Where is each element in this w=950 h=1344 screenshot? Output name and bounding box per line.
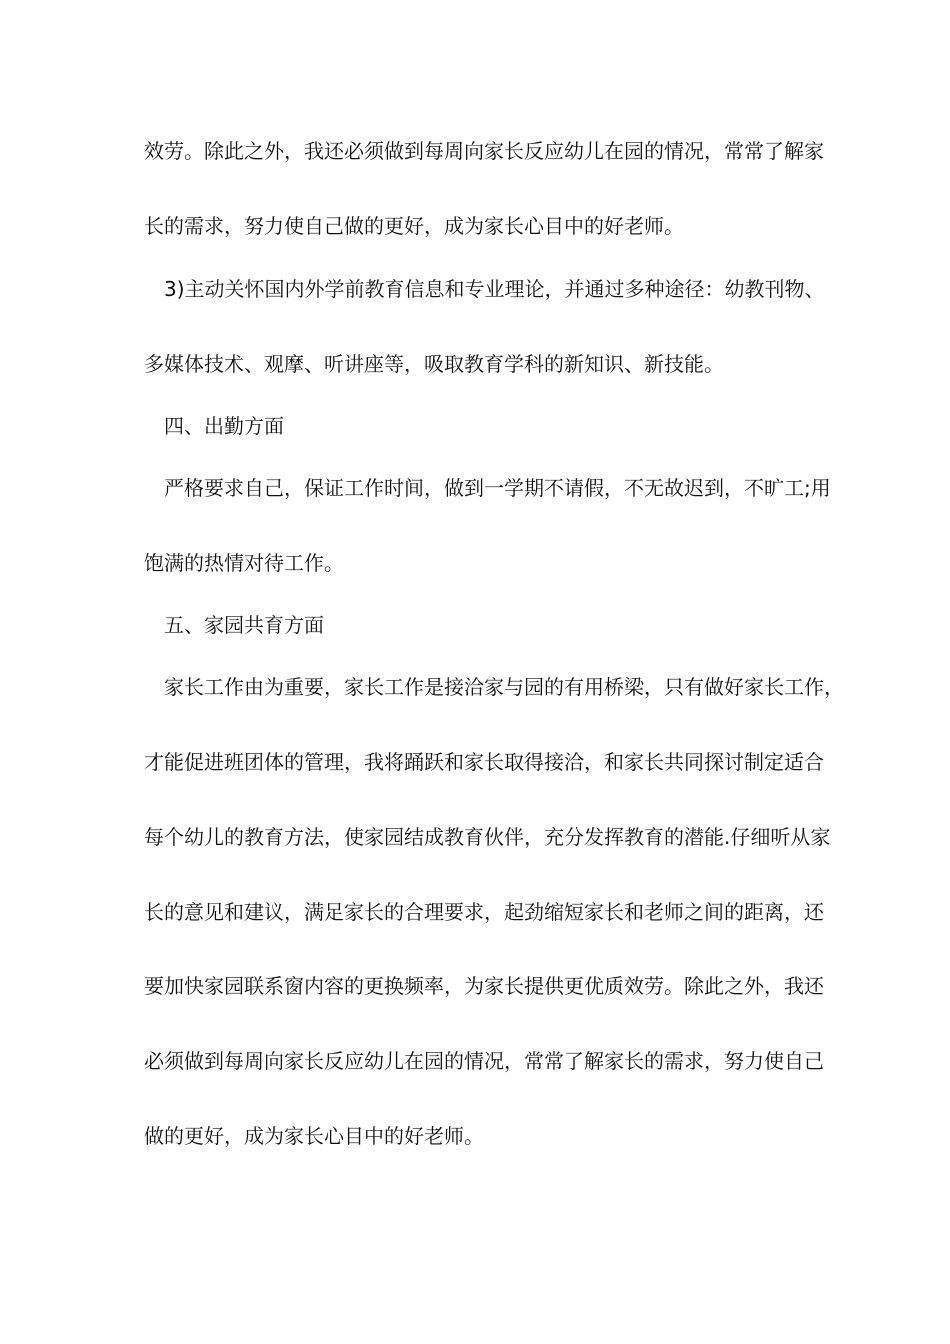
paragraph-line: 做的更好，成为家长心目中的好老师。 (144, 1124, 484, 1148)
section-heading-attendance: 四、出勤方面 (164, 414, 284, 438)
paragraph-line: 必须做到每周向家长反应幼儿在园的情况，常常了解家长的需求，努力使自己 (144, 1049, 824, 1073)
paragraph-line: 才能促进班团体的管理，我将踊跃和家长取得接洽，和家长共同探讨制定适合 (144, 750, 824, 774)
section-heading-home-school: 五、家园共育方面 (164, 613, 324, 637)
paragraph-line: 效劳。除此之外，我还必须做到每周向家长反应幼儿在园的情况，常常了解家 (144, 139, 824, 163)
paragraph-line: 饱满的热情对待工作。 (144, 551, 344, 575)
paragraph-line: 每个幼儿的教育方法，使家园结成教育伙伴，充分发挥教育的潜能.仔细听从家 (144, 825, 831, 849)
list-item-3: 3)主动关怀国内外学前教育信息和专业理论，并通过多种途径：幼教刊物、 (164, 277, 825, 301)
paragraph-line: 长的意见和建议，满足家长的合理要求，起劲缩短家长和老师之间的距离，还 (144, 900, 824, 924)
paragraph-line: 严格要求自己，保证工作时间，做到一学期不请假，不无故迟到，不旷工;用 (164, 476, 831, 500)
paragraph-line: 长的需求，努力使自己做的更好，成为家长心目中的好老师。 (144, 214, 684, 238)
paragraph-line: 多媒体技术、观摩、听讲座等，吸取教育学科的新知识、新技能。 (144, 352, 724, 376)
paragraph-line: 家长工作由为重要，家长工作是接洽家与园的有用桥梁，只有做好家长工作， (164, 675, 844, 699)
paragraph-line: 要加快家园联系窗内容的更换频率，为家长提供更优质效劳。除此之外，我还 (144, 974, 824, 998)
